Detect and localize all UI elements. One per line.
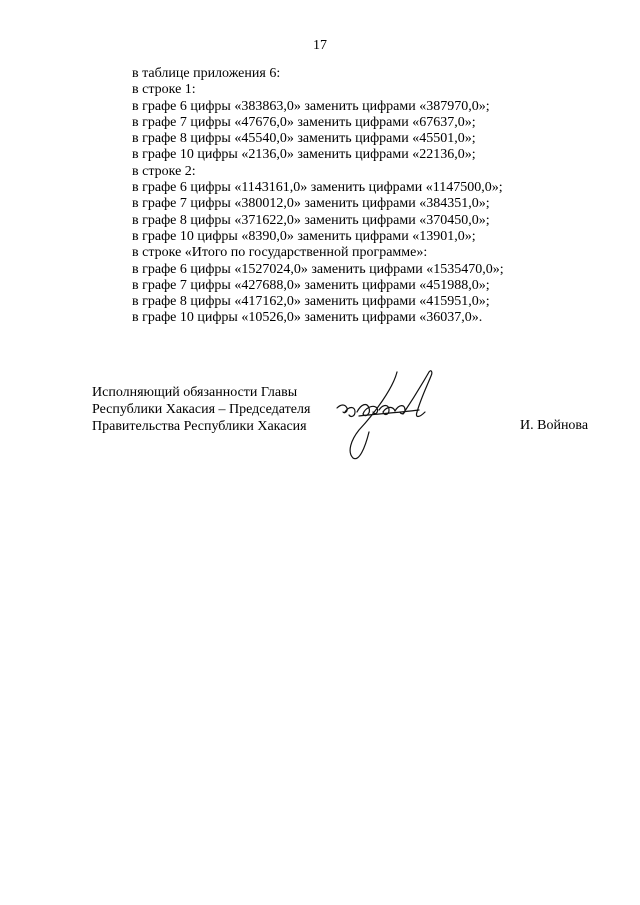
signer-title-line: Исполняющий обязанности Главы <box>92 385 298 400</box>
amendment-line: в графе 6 цифры «1527024,0» заменить цифрами «1535470,0»; <box>132 261 504 277</box>
amendment-line: в строке «Итого по государственной программе»: <box>132 245 428 261</box>
amendment-line: в графе 8 цифры «45540,0» заменить цифрами «45501,0»; <box>132 131 476 147</box>
amendment-line: в графе 7 цифры «47676,0» заменить цифрами «67637,0»; <box>132 114 476 130</box>
amendment-list <box>132 66 504 327</box>
handwritten-signature <box>335 368 455 463</box>
amendment-line: в графе 8 цифры «417162,0» заменить цифрами «415951,0»; <box>132 294 490 310</box>
amendment-line: в таблице приложения 6: <box>132 66 281 81</box>
amendment-line: в графе 8 цифры «371622,0» заменить цифрами «370450,0»; <box>132 212 490 228</box>
amendment-line: в строке 1: <box>132 82 196 98</box>
amendment-line: в графе 6 цифры «1143161,0» заменить цифрами «1147500,0»; <box>132 180 503 196</box>
amendment-line: в графе 7 цифры «380012,0» заменить цифрами «384351,0»; <box>132 196 490 212</box>
amendment-line: в графе 10 цифры «8390,0» заменить цифрами «13901,0»; <box>132 228 476 244</box>
page-number: 17 <box>313 38 327 53</box>
signer-name: И. Войнова <box>520 418 589 433</box>
signer-title-line: Республики Хакасия – Председателя <box>92 402 311 417</box>
amendment-line: в графе 10 цифры «10526,0» заменить цифрами «36037,0». <box>132 310 483 326</box>
signer-title-line: Правительства Республики Хакасия <box>92 419 307 434</box>
amendment-line: в графе 7 цифры «427688,0» заменить цифрами «451988,0»; <box>132 277 490 293</box>
signer-title <box>92 384 310 435</box>
amendment-line: в графе 10 цифры «2136,0» заменить цифрами «22136,0»; <box>132 147 476 163</box>
amendment-line: в графе 6 цифры «383863,0» заменить цифрами «387970,0»; <box>132 98 490 114</box>
amendment-line: в строке 2: <box>132 163 196 179</box>
